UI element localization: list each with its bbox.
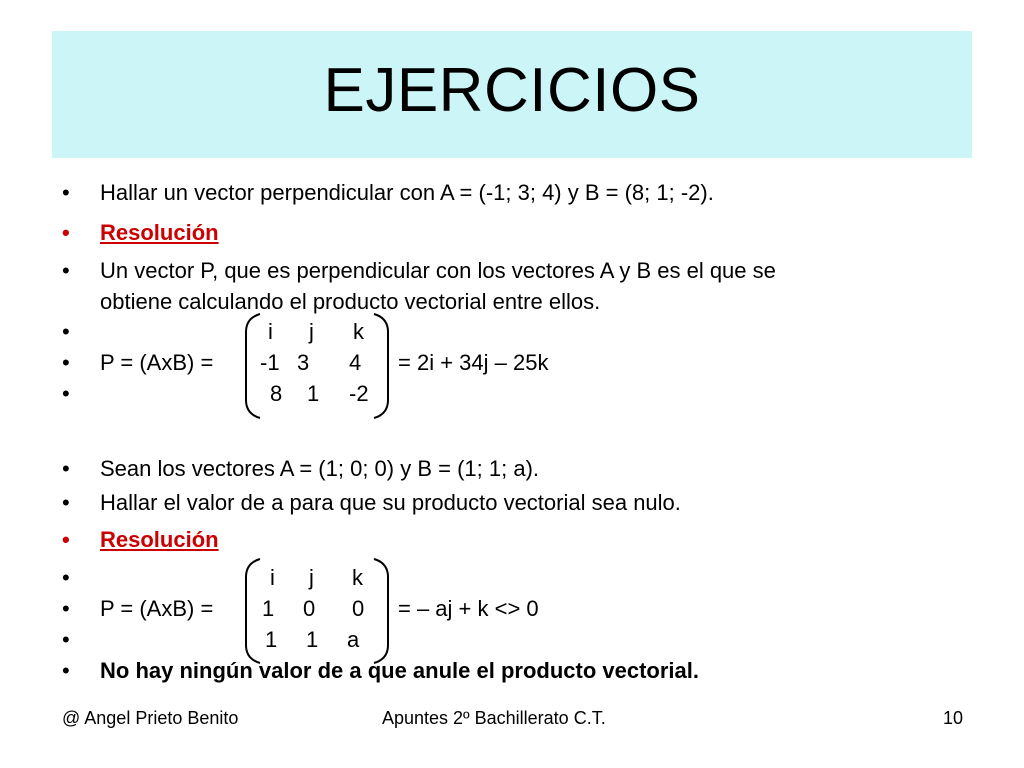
bullet-icon: •	[62, 627, 70, 652]
conclusion: No hay ningún valor de a que anule el producto vectorial.	[100, 658, 699, 683]
title-banner	[52, 31, 972, 158]
bullet-icon: •	[62, 527, 70, 552]
matrix2-cell: 0	[303, 596, 316, 621]
bullet-icon: •	[62, 350, 70, 375]
bullet-icon: •	[62, 381, 70, 406]
matrix2-cell: 1	[265, 627, 278, 652]
explanation-line-2: obtiene calculando el producto vectorial entre ellos.	[100, 289, 601, 314]
matrix2-cell: 1	[306, 627, 319, 652]
matrix2-cell: k	[352, 565, 363, 590]
bullet-icon: •	[62, 596, 70, 621]
matrix1-cell: 3	[297, 350, 310, 375]
slide-title: EJERCICIOS	[323, 56, 701, 125]
footer-author: @ Angel Prieto Benito	[62, 708, 239, 728]
matrix2-cell: a	[347, 627, 360, 652]
matrix1-left-bracket-icon	[240, 312, 264, 420]
matrix2-result: = – aj + k <> 0	[398, 596, 539, 621]
exercise2-statement: Sean los vectores A = (1; 0; 0) y B = (1; 1; a).	[100, 456, 540, 481]
matrix1-cell: 1	[307, 381, 320, 406]
matrix2-cell: 1	[262, 596, 275, 621]
matrix1-cell: 8	[270, 381, 283, 406]
bullet-icon: •	[62, 456, 70, 481]
matrix2-cell: j	[309, 565, 314, 590]
bullet-icon: •	[62, 658, 70, 683]
matrix1-cell: i	[268, 319, 273, 344]
matrix2-left-bracket-icon	[240, 557, 264, 665]
matrix1-result: = 2i + 34j – 25k	[398, 350, 549, 375]
resolution-heading-2: Resolución	[100, 527, 219, 552]
matrix2-cell: 0	[352, 596, 365, 621]
matrix2-lhs: P = (AxB) =	[100, 596, 214, 621]
footer-course: Apuntes 2º Bachillerato C.T.	[382, 708, 606, 728]
resolution-heading-1: Resolución	[100, 220, 219, 245]
exercise2-question: Hallar el valor de a para que su producto vectorial sea nulo.	[100, 490, 681, 515]
matrix1-cell: 4	[349, 350, 362, 375]
bullet-icon: •	[62, 220, 70, 245]
matrix1-cell: -1	[260, 350, 280, 375]
bullet-icon: •	[62, 258, 70, 283]
bullet-icon: •	[62, 565, 70, 590]
bullet-icon: •	[62, 180, 70, 205]
matrix1-right-bracket-icon	[370, 312, 394, 420]
matrix2-right-bracket-icon	[370, 557, 394, 665]
matrix1-cell: -2	[349, 381, 369, 406]
bullet-icon: •	[62, 319, 70, 344]
bullet-icon: •	[62, 490, 70, 515]
footer-page-number: 10	[943, 708, 964, 728]
explanation-line-1: Un vector P, que es perpendicular con los vectores A y B es el que se	[100, 258, 776, 283]
matrix2-cell: i	[270, 565, 275, 590]
matrix1-cell: k	[353, 319, 364, 344]
matrix1-lhs: P = (AxB) =	[100, 350, 214, 375]
exercise1-statement: Hallar un vector perpendicular con A = (-1; 3; 4) y B = (8; 1; -2).	[100, 180, 714, 205]
matrix1-cell: j	[309, 319, 314, 344]
